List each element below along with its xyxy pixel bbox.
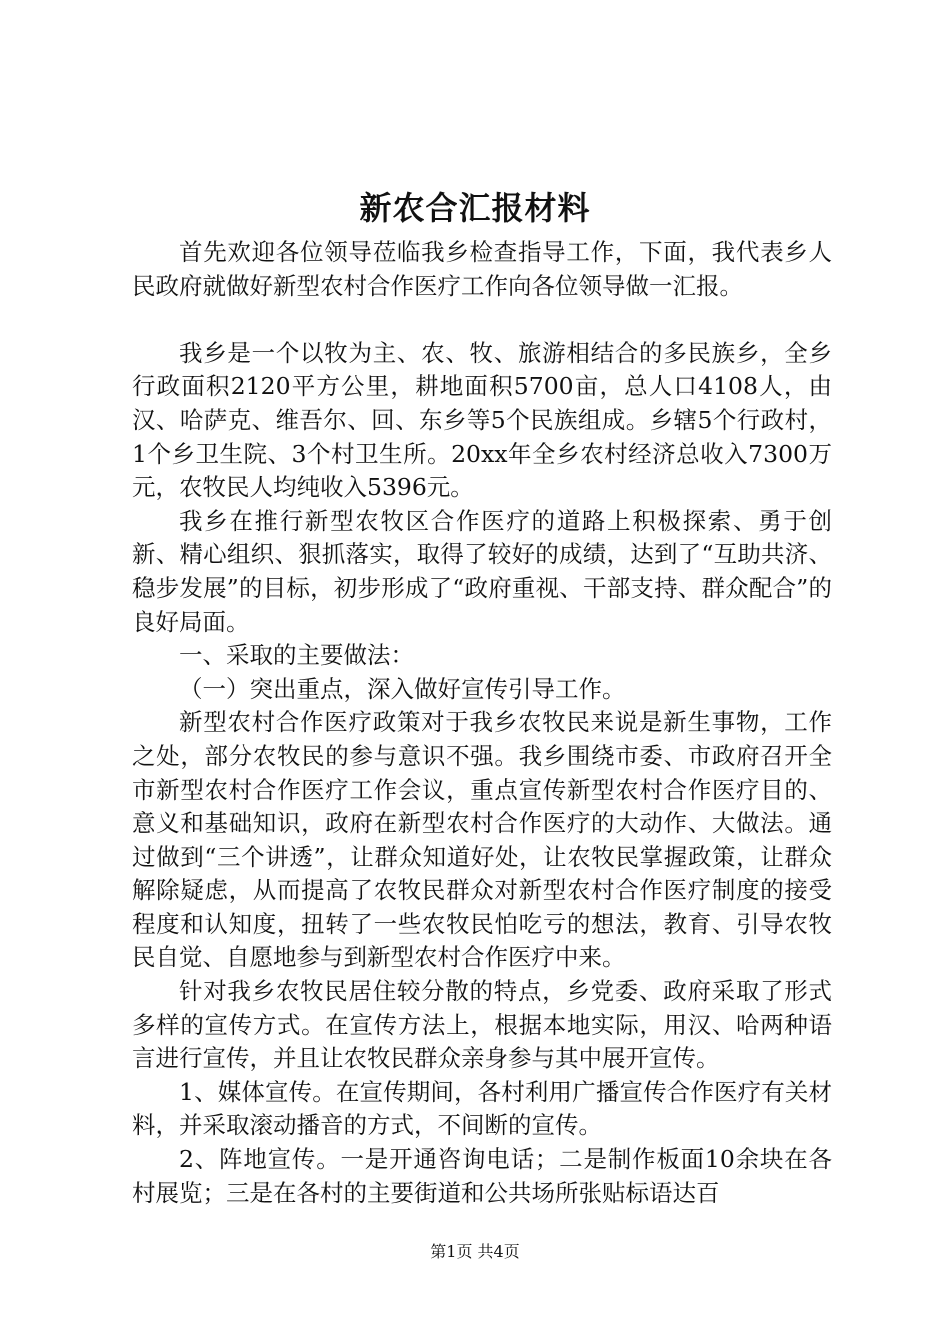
subsection-heading-publicity: （一）突出重点，深入做好宣传引导工作。 — [179, 674, 626, 703]
paragraph-policy-publicity: 新型农村合作医疗政策对于我乡农牧民来说是新生事物，工作之处，部分农牧民的参与意识不强。我乡围绕市委、市政府召开全市新型农村合作医疗工作会议，重点宣传新型农村合作医疗目的、意义和基础知识，政府在新型农村合作医疗的大动作、大做法。通过做到“三个讲透”，让群众知道好处，让农牧民掌握政策，让群众解除疑虑，从而提高了农牧民群众对新型农村合作医疗制度的接受程度和认知度，扭转了一些农牧民怕吃亏的想法，教育、引导农牧民自觉、自愿地参与到新型农村合作医疗中来。 — [132, 708, 832, 972]
document-body — [132, 236, 832, 1210]
list-item-venue-publicity: 2、阵地宣传。一是开通咨询电话；二是制作板面10余块在各村展览；三是在各村的主要街道和公共场所张贴标语达百 — [132, 1145, 832, 1207]
paragraph-overview: 我乡是一个以牧为主、农、牧、旅游相结合的多民族乡，全乡行政面积2120平方公里，耕地面积5700亩，总人口4108人，由汉、哈萨克、维吾尔、回、东乡等5个民族组成。乡辖5个行政村，1个乡卫生院、3个村卫生所。20xx年全乡农村经济总收入7300万元，农牧民人均纯收入5396元。 — [132, 338, 832, 502]
document-title: 新农合汇报材料 — [359, 189, 591, 227]
list-item-media-publicity: 1、媒体宣传。在宣传期间，各村利用广播宣传合作医疗有关材料，并采取滚动播音的方式，不间断的宣传。 — [132, 1077, 832, 1140]
paragraph-publicity-methods: 针对我乡农牧民居住较分散的特点，乡党委、政府采取了形式多样的宣传方式。在宣传方法上，根据本地实际，用汉、哈两种语言进行宣传，并且让农牧民群众亲身参与其中展开宣传。 — [132, 977, 832, 1073]
page-footer: 第1页 共4页 — [430, 1242, 520, 1261]
paragraph-achievements: 我乡在推行新型农牧区合作医疗的道路上积极探索、勇于创新、精心组织、狠抓落实，取得了较好的成绩，达到了“互助共济、稳步发展”的目标，初步形成了“政府重视、干部支持、群众配合”的良好局面。 — [132, 506, 832, 636]
section-heading-methods: 一、采取的主要做法： — [179, 641, 414, 670]
paragraph-intro: 首先欢迎各位领导莅临我乡检查指导工作，下面，我代表乡人民政府就做好新型农村合作医疗工作向各位领导做一汇报。 — [132, 238, 832, 300]
